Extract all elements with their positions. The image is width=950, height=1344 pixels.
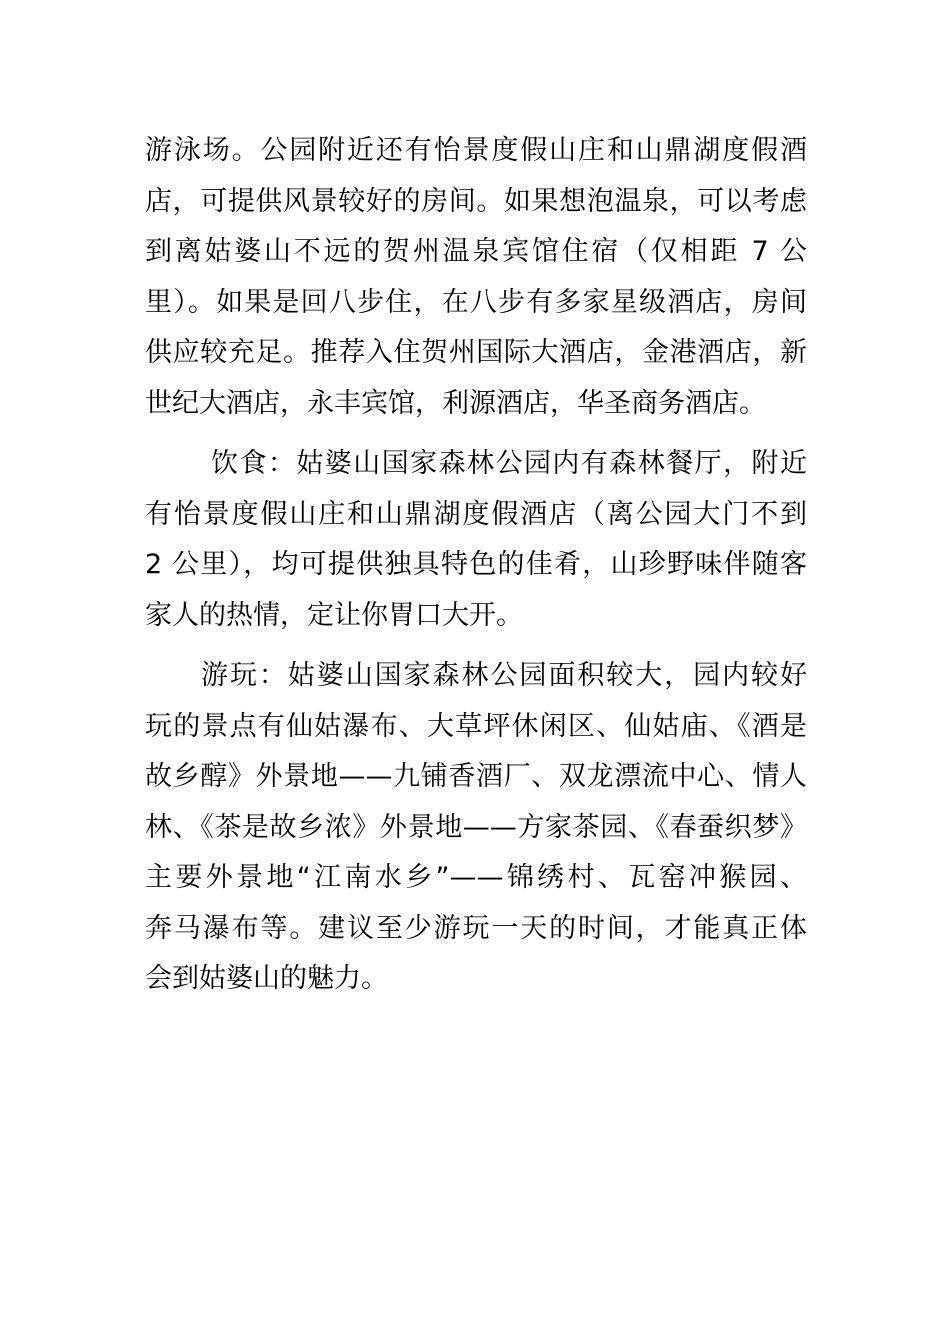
text-line: 饮食：姑婆山国家森林公园内有森林餐厅，附近 [211, 448, 807, 479]
text-line: 2 公里），均可提供独具特色的佳肴，山珍野味伴随客 [145, 549, 807, 580]
text-line: 供应较充足。推荐入住贺州国际大酒店，金港酒店，新 [145, 337, 807, 368]
text-line: 游泳场。公园附近还有怡景度假山庄和山鼎湖度假酒 [145, 135, 807, 166]
paragraph-accommodation [145, 126, 807, 429]
text-line: 奔马瀑布等。建议至少游玩一天的时间，才能真正体 [145, 912, 807, 944]
text-line: 林、《茶是故乡浓》外景地——方家茶园、《春蚕织梦》 [145, 811, 807, 843]
text-line: 主要外景地“江南水乡”——锦绣村、瓦窑冲猴园、 [145, 862, 807, 893]
paragraph-sightseeing [145, 651, 807, 1005]
text-line: 游玩：姑婆山国家森林公园面积较大，园内较好 [201, 660, 807, 691]
text-line: 有怡景度假山庄和山鼎湖度假酒店（离公园大门不到 [145, 498, 807, 530]
text-line: 到离姑婆山不远的贺州温泉宾馆住宿（仅相距 7 公 [145, 236, 807, 267]
text-line: 世纪大酒店，永丰宾馆，利源酒店，华圣商务酒店。 [145, 387, 766, 419]
document-body [145, 126, 807, 1015]
text-line: 里）。如果是回八步住，在八步有多家星级酒店，房间 [145, 286, 807, 318]
text-line: 家人的热情，定让你胃口大开。 [145, 599, 523, 631]
text-line: 会到姑婆山的魅力。 [145, 963, 388, 994]
paragraph-dining [145, 439, 807, 641]
text-line: 店，可提供风景较好的房间。如果想泡温泉，可以考虑 [145, 185, 807, 217]
text-line: 故乡醇》外景地——九铺香酒厂、双龙漂流中心、情人 [145, 761, 807, 792]
text-line: 玩的景点有仙姑瀑布、大草坪休闲区、仙姑庙、《酒是 [145, 710, 807, 742]
